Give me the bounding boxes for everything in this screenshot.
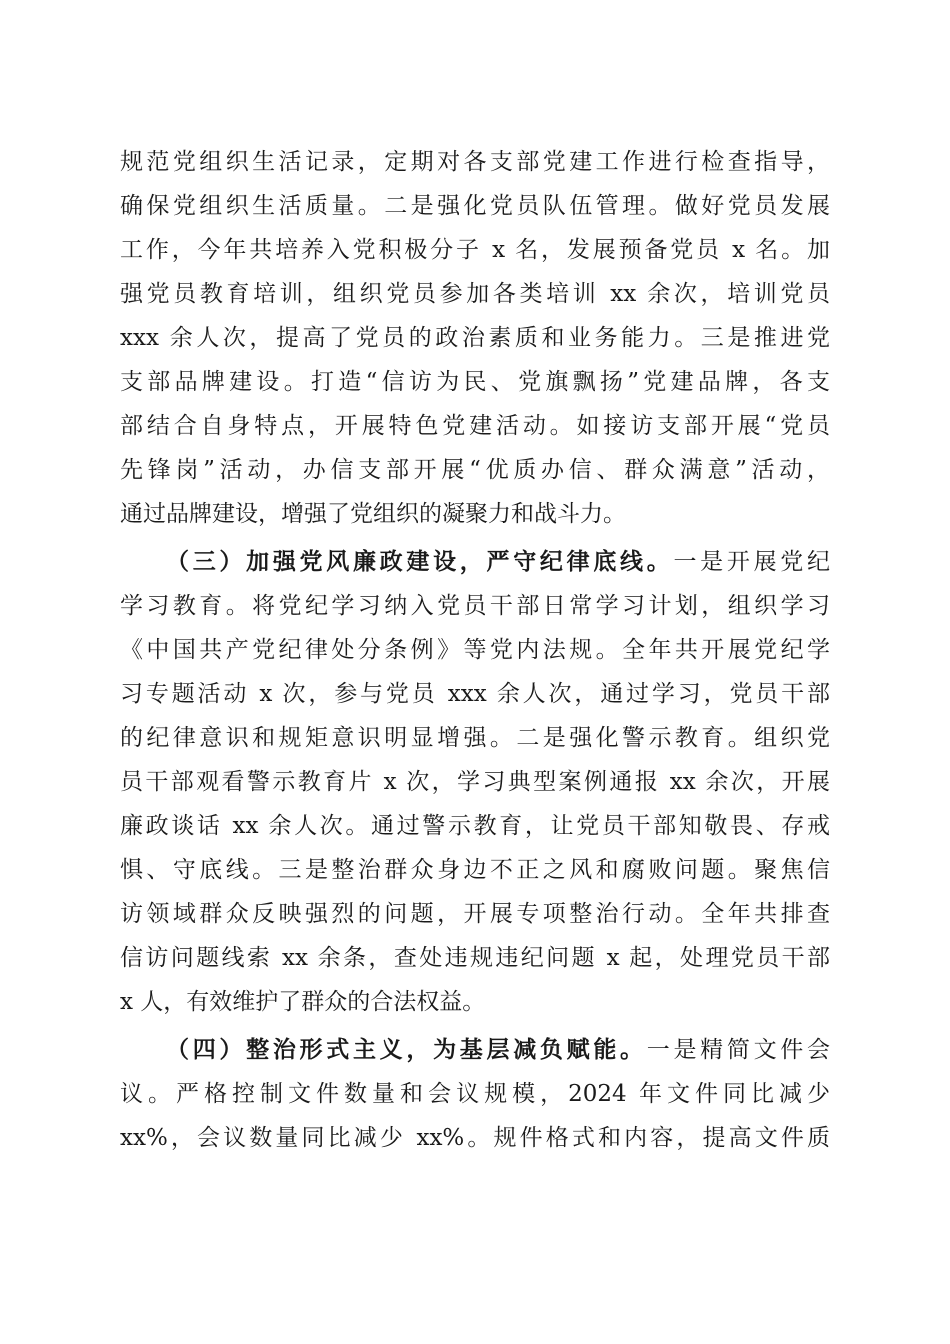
section-heading-4: （四）整治形式主义，为基层减负赋能。: [166, 1036, 647, 1063]
paragraph-3-line-3: xx%，会议数量同比减少 xx%。规件格式和内容，提高文件质: [120, 1125, 830, 1151]
paragraph-2-first-line: [166, 540, 830, 584]
paragraph-2-line-2: 学习教育。将党纪学习纳入党员干部日常学习计划，组织学习: [120, 593, 830, 619]
paragraph-2-line-8: 惧、守底线。三是整治群众身边不正之风和腐败问题。聚焦信: [120, 857, 830, 883]
paragraph-1-line-3: 工作，今年共培养入党积极分子 x 名，发展预备党员 x 名。加: [120, 237, 830, 263]
paragraph-1-line-2: 确保党组织生活质量。二是强化党员队伍管理。做好党员发展: [120, 193, 830, 219]
paragraph-2-line-3: 《中国共产党纪律处分条例》等党内法规。全年共开展党纪学: [120, 637, 830, 663]
paragraph-2-first-line-text: 一是开展党纪: [673, 549, 831, 575]
paragraph-2-line-6: 员干部观看警示教育片 x 次，学习典型案例通报 xx 余次，开展: [120, 769, 830, 795]
paragraph-2-line-9: 访领域群众反映强烈的问题，开展专项整治行动。全年共排查: [120, 901, 830, 927]
paragraph-2-line-5: 的纪律意识和规矩意识明显增强。二是强化警示教育。组织党: [120, 725, 830, 751]
paragraph-1-line-5: xxx 余人次，提高了党员的政治素质和业务能力。三是推进党: [120, 325, 830, 351]
paragraph-1-line-8: 先锋岗”活动，办信支部开展“优质办信、群众满意”活动，: [120, 457, 830, 483]
paragraph-1-line-7: 部结合自身特点，开展特色党建活动。如接访支部开展“党员: [120, 413, 830, 439]
paragraph-3-first-line: [166, 1028, 830, 1072]
paragraph-1-line-6: 支部品牌建设。打造“信访为民、党旗飘扬”党建品牌，各支: [120, 369, 830, 395]
section-heading-3: （三）加强党风廉政建设，严守纪律底线。: [166, 548, 674, 575]
paragraph-1-line-1: 规范党组织生活记录，定期对各支部党建工作进行检查指导，: [120, 149, 830, 175]
paragraph-2-line-4: 习专题活动 x 次，参与党员 xxx 余人次，通过学习，党员干部: [120, 681, 830, 707]
paragraph-2-line-11: x 人，有效维护了群众的合法权益。: [120, 989, 486, 1015]
paragraph-2-line-7: 廉政谈话 xx 余人次。通过警示教育，让党员干部知敬畏、存戒: [120, 813, 830, 839]
paragraph-2-line-10: 信访问题线索 xx 余条，查处违规违纪问题 x 起，处理党员干部: [120, 945, 830, 971]
paragraph-1-line-4: 强党员教育培训，组织党员参加各类培训 xx 余次，培训党员: [120, 281, 830, 307]
paragraph-1-line-9: 通过品牌建设，增强了党组织的凝聚力和战斗力。: [120, 501, 626, 527]
paragraph-3-first-line-text: 一是精简文件会: [646, 1037, 831, 1063]
paragraph-3-line-2: 议。严格控制文件数量和会议规模，2024 年文件同比减少: [120, 1081, 830, 1107]
